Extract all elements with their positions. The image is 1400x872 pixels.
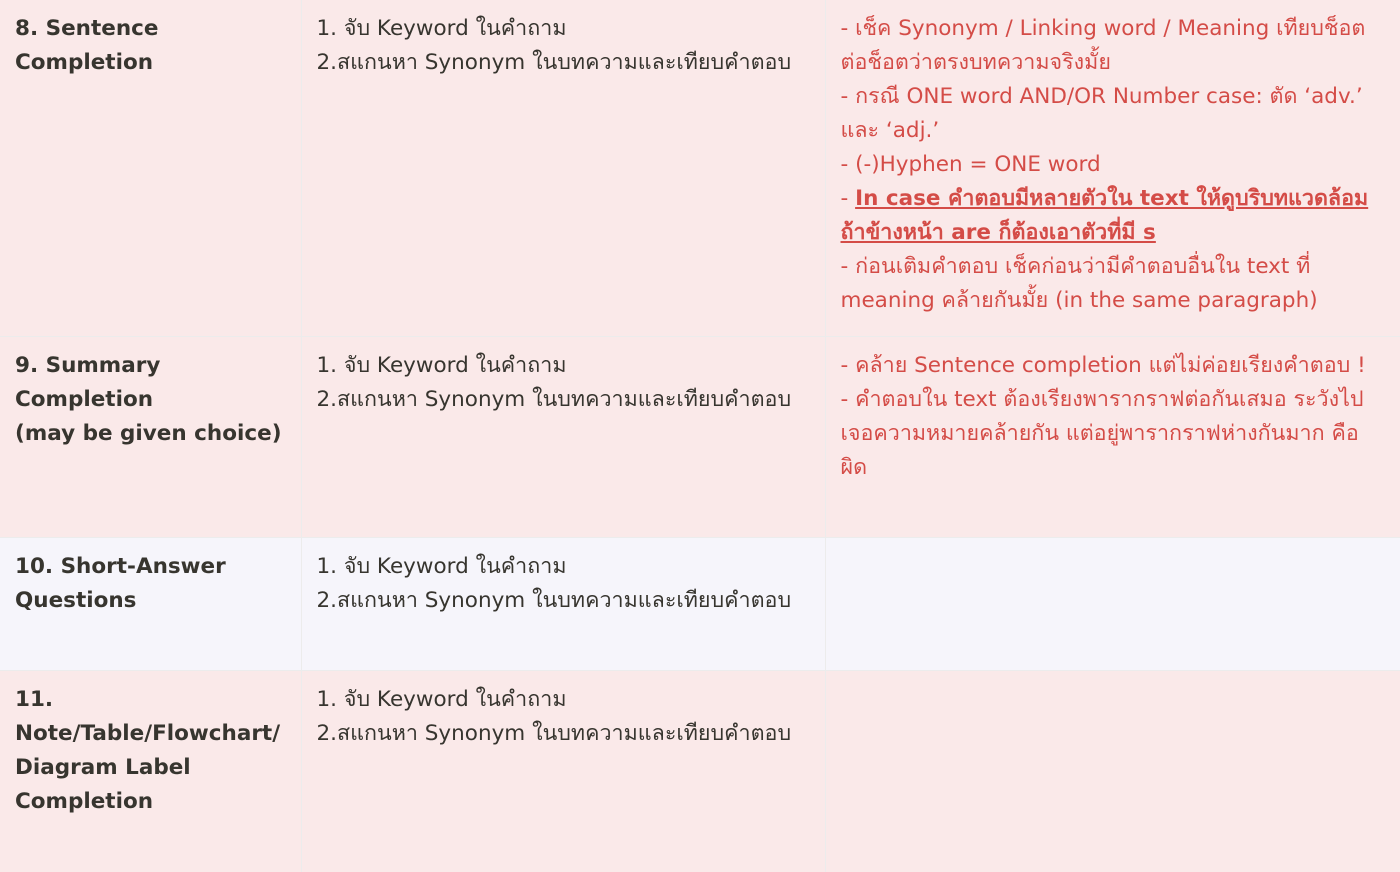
step-item: 1. จับ Keyword ในคำถาม xyxy=(316,352,567,378)
step-item: 2.สแกนหา Synonym ในบทความและเทียบคำตอบ xyxy=(316,720,792,746)
note-item: - เช็ค Synonym / Linking word / Meaning เทียบช็อตต่อช็อตว่าตรงบทความจริงมั้ย xyxy=(840,16,1366,75)
note-item: - คำตอบใน text ต้องเรียงพารากราฟต่อกันเสมอ ระวังไปเจอความหมายคล้ายกัน แต่อยู่พารากราฟห่างกันมาก คือผิด xyxy=(840,386,1364,480)
notes-cell[interactable] xyxy=(825,336,1400,537)
step-item: 1. จับ Keyword ในคำถาม xyxy=(316,16,567,41)
note-item: - กรณี ONE word AND/OR Number case: ตัด ‘adv.’ และ ‘adj.’ xyxy=(840,84,1363,143)
note-item: - (-)Hyphen = ONE word xyxy=(840,152,1101,177)
question-type-name: 11. Note/Table/Flowchart/ Diagram Label Completion xyxy=(15,686,281,814)
steps-cell[interactable] xyxy=(301,0,825,336)
question-type-name: 10. Short-Answer Questions xyxy=(15,553,226,613)
note-item: - คล้าย Sentence completion แต่ไม่ค่อยเรียงคำตอบ ! xyxy=(840,352,1366,378)
step-item: 1. จับ Keyword ในคำถาม xyxy=(316,553,567,579)
table-row xyxy=(0,537,1400,670)
steps-cell[interactable] xyxy=(301,336,825,537)
table-row xyxy=(0,0,1400,336)
table-row xyxy=(0,336,1400,537)
note-item: - ก่อนเติมคำตอบ เช็คก่อนว่ามีคำตอบอื่นใน text ที่ meaning คล้ายกันมั้ย (in the same paragraph) xyxy=(840,254,1318,313)
steps-cell[interactable] xyxy=(301,670,825,872)
question-type-cell[interactable] xyxy=(0,0,301,336)
question-type-name: 8. Sentence Completion xyxy=(15,16,159,75)
notes-cell[interactable] xyxy=(825,537,1400,670)
question-type-cell[interactable] xyxy=(0,336,301,537)
steps-cell[interactable] xyxy=(301,537,825,670)
table-row xyxy=(0,670,1400,872)
question-type-cell[interactable] xyxy=(0,670,301,872)
notes-cell[interactable] xyxy=(825,670,1400,872)
note-prefix: - xyxy=(840,186,856,211)
question-type-name: 9. Summary Completion (may be given choice) xyxy=(15,352,282,446)
note-emphasis: In case คำตอบมีหลายตัวใน text ให้ดูบริบทแวดล้อม ถ้าข้างหน้า are ก็ต้องเอาตัวที่มี s xyxy=(840,186,1369,245)
step-item: 2.สแกนหา Synonym ในบทความและเทียบคำตอบ xyxy=(316,587,792,613)
step-item: 2.สแกนหา Synonym ในบทความและเทียบคำตอบ xyxy=(316,50,792,75)
note-item-emphasized xyxy=(841,182,1386,250)
step-item: 2.สแกนหา Synonym ในบทความและเทียบคำตอบ xyxy=(316,386,792,412)
question-type-cell[interactable] xyxy=(0,537,301,670)
notes-cell[interactable] xyxy=(825,0,1400,336)
step-item: 1. จับ Keyword ในคำถาม xyxy=(316,686,567,712)
